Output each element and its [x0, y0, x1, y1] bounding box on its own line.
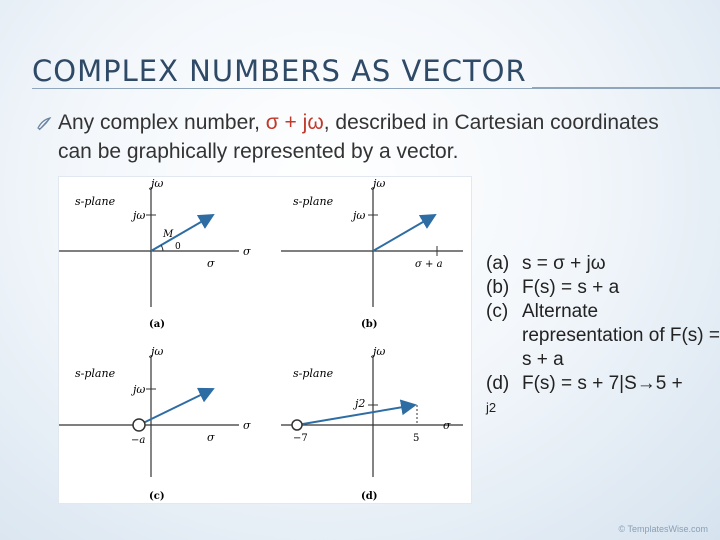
s-plane-diagram [59, 177, 471, 503]
panel-a-axis-h: σ [243, 245, 251, 258]
definition-list [486, 252, 720, 420]
panel-b-caption: (b) [361, 319, 378, 330]
panel-b [281, 177, 463, 330]
panel-a-plane: s-plane [75, 195, 116, 208]
bullet-highlight: σ + jω [265, 111, 324, 134]
panel-c-tick-h: σ [207, 431, 215, 444]
panel-c-pole-marker [133, 419, 145, 431]
panel-a-angle-arc [161, 245, 163, 251]
list-item [486, 300, 720, 372]
list-item [486, 372, 720, 396]
panel-a-caption: (a) [149, 319, 165, 330]
list-item-value: F(s) = s + a [522, 277, 620, 298]
panel-c-axis-h: σ [243, 419, 251, 432]
panel-d-axis-h: σ [443, 419, 451, 432]
list-item-key: (d) [486, 373, 510, 394]
panel-a-tick-h: σ [207, 257, 215, 270]
bullet-icon [36, 116, 52, 132]
panel-d-axis-v: jω [373, 345, 386, 358]
panel-c-axis-v: jω [151, 345, 164, 358]
bullet-text-start: Any complex number, [58, 111, 266, 134]
list-trailing: j2 [486, 400, 497, 415]
panel-c [59, 345, 251, 502]
panel-a [59, 177, 251, 330]
panel-a-axis-v: jω [151, 177, 164, 190]
slide-title: COMPLEX NUMBERS AS VECTOR [32, 54, 527, 88]
bullet-text-end: , described in Cartesian coordinates can be graphically represented by a vector. [58, 111, 659, 163]
panel-d-neg7: −7 [293, 433, 308, 444]
panel-b-tick-v: jω [353, 209, 366, 222]
s-plane-figure [58, 176, 472, 504]
list-item-value: Alternate representation of F(s) = s + a [522, 301, 720, 370]
list-item-key: (a) [486, 253, 510, 274]
panel-d-tick-h: 5 [413, 433, 420, 444]
list-item-value: s = σ + jω [522, 253, 606, 274]
panel-d-tick-v: j2 [355, 397, 366, 410]
list-item [486, 252, 720, 276]
list-item-key: (b) [486, 277, 510, 298]
panel-a-m-label: M [163, 229, 174, 240]
panel-b-plane: s-plane [293, 195, 334, 208]
panel-c-neg-a: −a [131, 435, 146, 446]
list-item-key: (c) [486, 301, 509, 322]
panel-b-vector [373, 215, 435, 251]
panel-b-axis-v: jω [373, 177, 386, 190]
panel-c-plane: s-plane [75, 367, 116, 380]
footer-credit: © TemplatesWise.com [618, 524, 708, 534]
panel-b-tick-h-label: σ + a [415, 259, 443, 270]
title-underline [32, 88, 720, 89]
panel-a-tick-v: jω [133, 209, 146, 222]
list-item-value: F(s) = s + 7|S→5 + [522, 373, 683, 394]
panel-d-plane: s-plane [293, 367, 334, 380]
bullet-text [58, 108, 678, 166]
panel-d [281, 345, 463, 502]
panel-c-caption: (c) [149, 491, 165, 502]
panel-a-vector [151, 215, 213, 251]
panel-a-theta-label: 0 [175, 242, 181, 252]
list-item [486, 276, 720, 300]
panel-d-caption: (d) [361, 491, 378, 502]
panel-c-vector [139, 389, 213, 425]
panel-d-pole-marker [292, 420, 302, 430]
panel-c-tick-v: jω [133, 383, 146, 396]
